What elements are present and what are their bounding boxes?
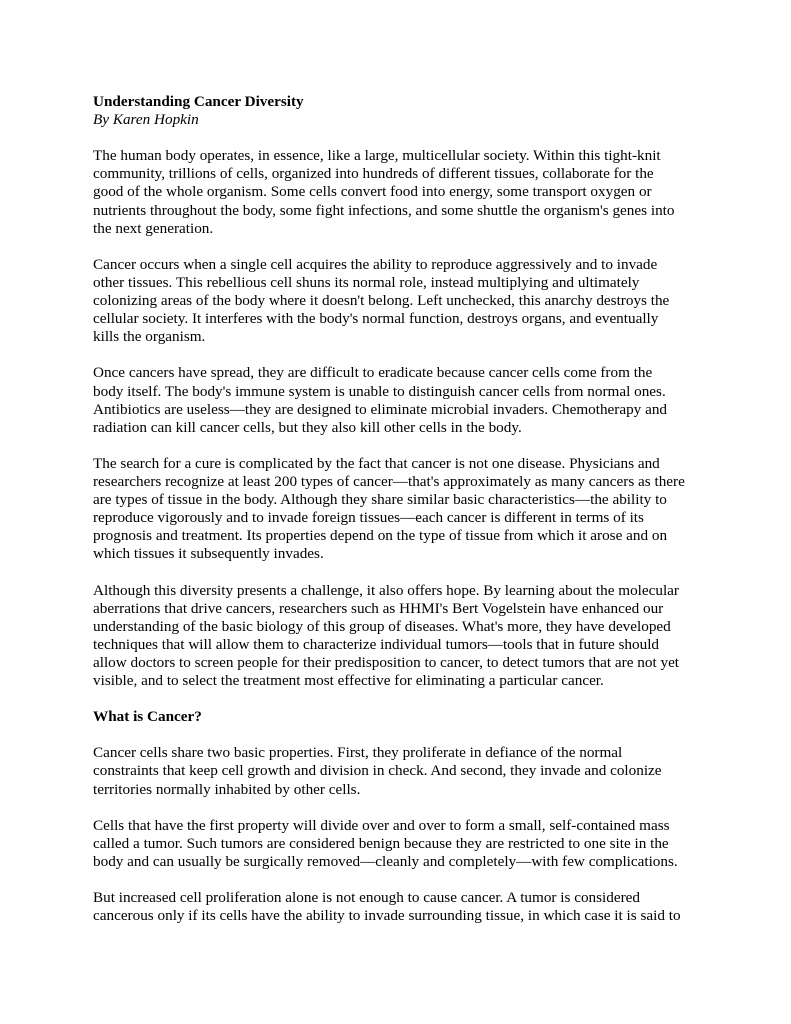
text-line: good of the whole organism. Some cells convert food into energy, some transport oxygen or bbox=[93, 183, 652, 201]
paragraph-4 bbox=[93, 455, 703, 564]
text-line: the next generation. bbox=[93, 219, 214, 237]
author-byline: By Karen Hopkin bbox=[93, 111, 199, 129]
text-line: community, trillions of cells, organized into hundreds of different tissues, collaborate for the bbox=[93, 165, 654, 183]
text-line: cellular society. It interferes with the body's normal function, destroys organs, and eventually bbox=[93, 310, 659, 328]
text-line: But increased cell proliferation alone is not enough to cause cancer. A tumor is considered bbox=[93, 889, 641, 907]
section-paragraph-2 bbox=[93, 817, 703, 871]
text-line: prognosis and treatment. Its properties depend on the type of tissue from which it arose and on bbox=[93, 527, 668, 545]
text-line: body and can usually be surgically removed—cleanly and completely—with few complications. bbox=[93, 852, 678, 870]
text-line: Cancer cells share two basic properties. First, they proliferate in defiance of the normal bbox=[93, 744, 623, 762]
section-heading: What is Cancer? bbox=[93, 708, 202, 726]
paragraph-3 bbox=[93, 364, 703, 436]
text-line: techniques that will allow them to characterize individual tumors—tools that in future should bbox=[93, 635, 660, 653]
text-line: body itself. The body's immune system is unable to distinguish cancer cells from normal ones. bbox=[93, 382, 666, 400]
text-line: Cells that have the first property will divide over and over to form a small, self-contained mass bbox=[93, 816, 670, 834]
document-page bbox=[93, 93, 703, 943]
text-line: constraints that keep cell growth and division in check. And second, they invade and colonize bbox=[93, 762, 662, 780]
text-line: The search for a cure is complicated by the fact that cancer is not one disease. Physicians and bbox=[93, 454, 660, 472]
text-line: cancerous only if its cells have the ability to invade surrounding tissue, in which case it is said to bbox=[93, 907, 681, 925]
paragraph-2 bbox=[93, 256, 703, 346]
text-line: aberrations that drive cancers, researchers such as HHMI's Bert Vogelstein have enhanced our bbox=[93, 599, 664, 617]
text-line: The human body operates, in essence, like a large, multicellular society. Within this tight-knit bbox=[93, 147, 661, 165]
text-line: radiation can kill cancer cells, but they also kill other cells in the body. bbox=[93, 418, 522, 436]
text-line: visible, and to select the treatment most effective for eliminating a particular cancer. bbox=[93, 672, 604, 689]
text-line: kills the organism. bbox=[93, 328, 206, 346]
text-line: Once cancers have spread, they are difficult to eradicate because cancer cells come from the bbox=[93, 364, 653, 382]
text-line: called a tumor. Such tumors are considered benign because they are restricted to one site in the bbox=[93, 834, 669, 852]
document-title: Understanding Cancer Diversity bbox=[93, 93, 304, 110]
section-paragraph-1 bbox=[93, 744, 703, 798]
text-line: researchers recognize at least 200 types of cancer—that's approximately as many cancers as there bbox=[93, 472, 685, 490]
text-line: which tissues it subsequently invades. bbox=[93, 545, 324, 563]
text-line: allow doctors to screen people for their predisposition to cancer, to detect tumors that are not yet bbox=[93, 653, 680, 671]
text-line: colonizing areas of the body where it doesn't belong. Left unchecked, this anarchy destroys the bbox=[93, 292, 670, 310]
text-line: other tissues. This rebellious cell shuns its normal role, instead multiplying and ultimately bbox=[93, 273, 640, 291]
text-line: reproduce vigorously and to invade foreign tissues—each cancer is different in terms of its bbox=[93, 509, 644, 527]
text-line: are types of tissue in the body. Although they share similar basic characteristics—the ability to bbox=[93, 491, 667, 509]
text-line: Cancer occurs when a single cell acquires the ability to reproduce aggressively and to invade bbox=[93, 255, 658, 273]
paragraph-5 bbox=[93, 582, 703, 691]
section-paragraph-3 bbox=[93, 889, 703, 925]
text-line: territories normally inhabited by other cells. bbox=[93, 780, 361, 798]
text-line: Antibiotics are useless—they are designed to eliminate microbial invaders. Chemotherapy and bbox=[93, 400, 668, 418]
text-line: understanding of the basic biology of this group of diseases. What's more, they have developed bbox=[93, 617, 671, 635]
text-line: Although this diversity presents a challenge, it also offers hope. By learning about the molecular bbox=[93, 581, 679, 599]
paragraph-1 bbox=[93, 147, 703, 237]
text-line: nutrients throughout the body, some fight infections, and some shuttle the organism's genes into bbox=[93, 201, 675, 219]
